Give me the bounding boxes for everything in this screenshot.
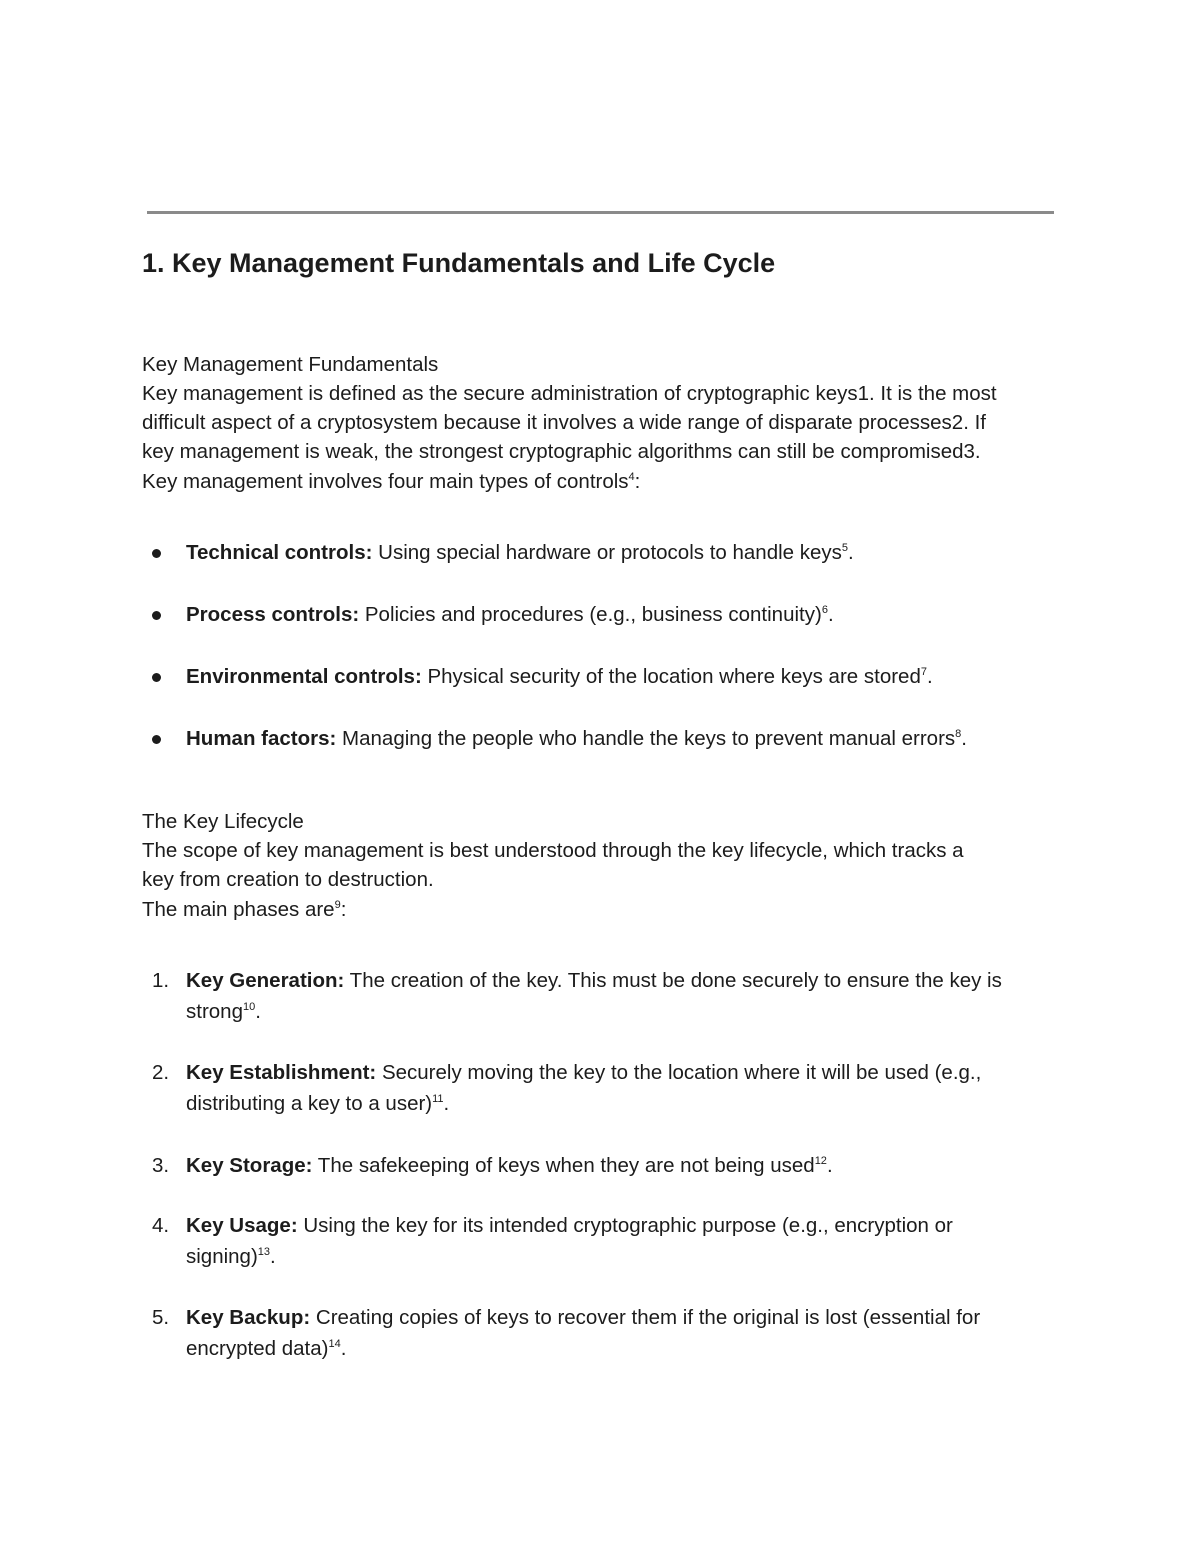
list-item: 1. Key Generation: The creation of the key. This must be done securely to ensure the key is strong$^{10}$. [186, 965, 1002, 1027]
paragraph-line: difficult aspect of a cryptosystem because it involves a wide range of disparate processes2. If [142, 411, 986, 434]
list-number: 3. [152, 1154, 170, 1177]
list-item-text: Using the key for its intended cryptographic purpose (e.g., encryption or [297, 1214, 953, 1237]
list-item-term: Key Generation: [186, 969, 345, 992]
bullet-icon [152, 735, 161, 744]
paragraph-line: Key management is defined as the secure administration of cryptographic keys1. It is the most [142, 382, 997, 405]
footnote-ref: 5 [841, 542, 849, 555]
controls-intro: Key management involves four main types of controls$^4$: [142, 470, 641, 493]
footnote-ref: 13 [257, 1246, 271, 1259]
footnote-ref: 4 [628, 471, 635, 484]
paragraph-line: The scope of key management is best understood through the key lifecycle, which tracks a [142, 839, 964, 862]
footnote-ref: 14 [328, 1338, 341, 1351]
list-item-term: Key Establishment: [186, 1061, 377, 1084]
footnote-ref: 8 [955, 728, 962, 741]
list-item-term: Human factors: [186, 727, 337, 750]
footnote-ref: 7 [920, 666, 927, 679]
list-item-text: The safekeeping of keys when they are not being used [312, 1154, 815, 1177]
list-item: 5. Key Backup: Creating copies of keys to recover them if the original is lost (essential for encrypted data)$^{14}$. [186, 1302, 980, 1364]
list-item-text: Physical security of the location where keys are stored [421, 665, 921, 688]
list-item: Process controls: Policies and procedures (e.g., business continuity)$^6$. [186, 600, 834, 630]
list-item-term: Process controls: [186, 603, 360, 626]
list-item: 2. Key Establishment: Securely moving the key to the location where it will be used (e.g., distributing a key to a user)$^{11}$. [186, 1057, 981, 1119]
list-item-text: strong [186, 1000, 243, 1023]
horizontal-rule [147, 211, 1054, 214]
bullet-icon [152, 611, 161, 620]
subsection-title-fundamentals: Key Management Fundamentals [142, 353, 439, 376]
list-number: 2. [152, 1061, 170, 1084]
list-item: Human factors: Managing the people who handle the keys to prevent manual errors$^8$. [186, 724, 967, 754]
list-item-term: Technical controls: [186, 541, 373, 564]
list-item: Technical controls: Using special hardware or protocols to handle keys$^5$. [186, 538, 854, 568]
footnote-ref: 9 [334, 899, 341, 912]
list-item-text: Creating copies of keys to recover them if the original is lost (essential for [310, 1306, 981, 1329]
list-item-text: distributing a key to a user) [186, 1092, 433, 1115]
list-number: 5. [152, 1306, 170, 1329]
list-item-text: signing) [186, 1245, 258, 1268]
section-heading: 1. Key Management Fundamentals and Life Cycle [142, 248, 776, 278]
subsection-title-lifecycle: The Key Lifecycle [142, 810, 304, 833]
phases-intro: The main phases are$^9$: [142, 898, 347, 921]
list-number: 1. [152, 969, 170, 992]
list-number: 4. [152, 1214, 170, 1237]
bullet-icon [152, 549, 161, 558]
footnote-ref: 6 [821, 604, 828, 617]
footnote-ref: 10 [242, 1001, 256, 1014]
list-item-text: Managing the people who handle the keys to prevent manual errors [336, 727, 956, 750]
list-item-text: Using special hardware or protocols to handle keys [372, 541, 842, 564]
list-item-term: Environmental controls: [186, 665, 422, 688]
bullet-icon [152, 673, 161, 682]
paragraph-line: key from creation to destruction. [142, 868, 434, 891]
list-item-term: Key Usage: [186, 1214, 298, 1237]
footnote-ref: 11 [432, 1093, 444, 1106]
list-item: 3. Key Storage: The safekeeping of keys when they are not being used$^{12}$. [186, 1150, 833, 1181]
list-item-text: Securely moving the key to the location where it will be used (e.g., [376, 1061, 982, 1084]
list-item-term: Key Storage: [186, 1154, 313, 1177]
footnote-ref: 12 [814, 1155, 827, 1168]
list-item-text: encrypted data) [186, 1337, 329, 1360]
list-item-text: The creation of the key. This must be done securely to ensure the key is [344, 969, 1002, 992]
list-item-term: Key Backup: [186, 1306, 311, 1329]
paragraph-line: key management is weak, the strongest cryptographic algorithms can still be compromised3. [142, 440, 981, 463]
list-item: 4. Key Usage: Using the key for its intended cryptographic purpose (e.g., encryption or signing)$^{13}$. [186, 1210, 953, 1272]
list-item: Environmental controls: Physical security of the location where keys are stored$^7$. [186, 662, 933, 692]
list-item-text: Policies and procedures (e.g., business continuity) [359, 603, 822, 626]
